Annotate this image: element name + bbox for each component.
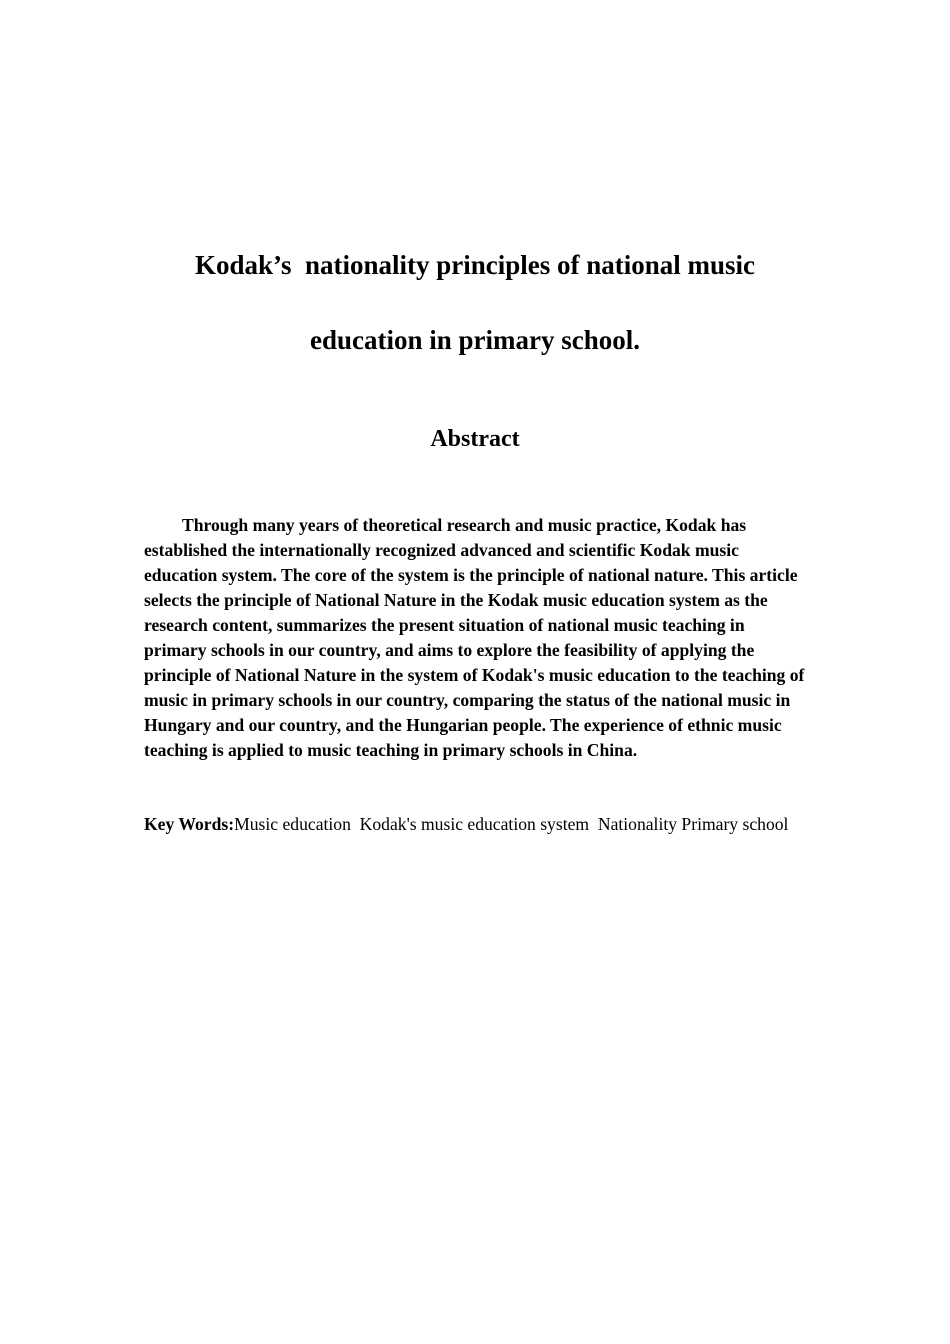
- abstract-paragraph: Through many years of theoretical research and music practice, Kodak has established the internationally recognized advanced and scientific Kodak music education system. The core of the system is the principle of national nature. This article selects the principle of National Nature in the Kodak music education system as the research content, summarizes the present situation of national music teaching in primary schools in our country, and aims to explore the feasibility of applying the principle of National Nature in the system of Kodak's music education to the teaching of music in primary schools in our country, comparing the status of the national music in Hungary and our country, and the Hungarian people. The experience of ethnic music teaching is applied to music teaching in primary schools in China.: [144, 515, 805, 760]
- title-line-2: education in primary school.: [309, 325, 640, 355]
- keywords-text: Music education Kodak's music education system Nationality Primary school: [234, 814, 789, 834]
- keywords-label: Key Words:: [144, 814, 235, 834]
- keywords-paragraph: [144, 812, 823, 837]
- title-line-1: Kodak’s nationality principles of national music: [194, 250, 756, 280]
- abstract-heading: Abstract: [430, 426, 520, 452]
- document-title: [120, 228, 830, 378]
